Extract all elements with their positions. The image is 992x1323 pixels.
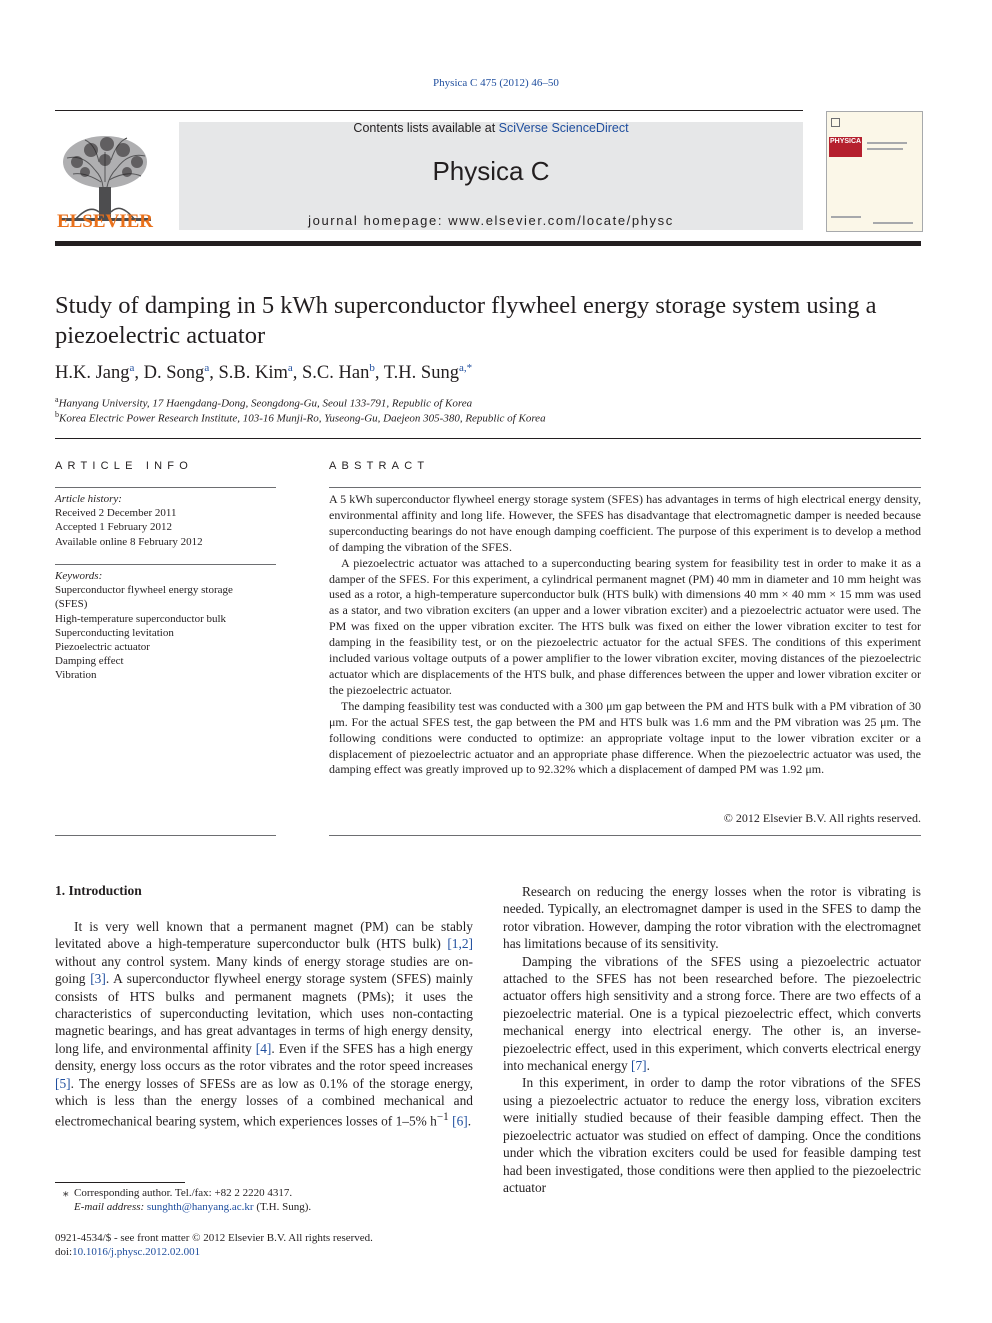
corresponding-author-footnote <box>55 1186 473 1215</box>
sciencedirect-link[interactable]: SciVerse ScienceDirect <box>498 121 629 135</box>
email-line <box>55 1200 473 1214</box>
author-name[interactable]: H.K. Jang <box>55 363 130 384</box>
journal-reference[interactable]: Physica C 475 (2012) 46–50 <box>433 77 559 89</box>
history-label: Article history: <box>55 493 122 505</box>
author-affil-mark[interactable]: a <box>204 362 210 374</box>
cover-line <box>867 142 907 144</box>
contents-line <box>179 121 803 135</box>
affiliation-mark: b <box>55 410 59 419</box>
cover-line <box>873 222 913 224</box>
issn-line: 0921-4534/$ - see front matter © 2012 Elsevier B.V. All rights reserved. <box>55 1232 373 1244</box>
cover-line <box>867 148 903 150</box>
text-run: Damping the vibrations of the SFES using a piezoelectric actuator attached to the SFES has not been researched before. The piezoelectric actuator offers high sensitivity and a strong force. There are two effects of a piezoelectric material. One is a typical piezoelectric effect, which converts mechanical energy into electrical energy. The other is, an inverse-piezoelectric effect, used in this experiment, which converts electrical energy into mechanical energy <box>503 953 921 1074</box>
author-name[interactable]: T.H. Sung <box>383 363 459 384</box>
accepted-date: Accepted 1 February 2012 <box>55 521 172 534</box>
corresponding-line <box>55 1186 473 1200</box>
title-block-rule <box>55 438 921 439</box>
author-affil-mark[interactable]: a,* <box>458 362 473 374</box>
citation-link[interactable]: [1,2] <box>447 936 473 952</box>
section-title-introduction: 1. Introduction <box>55 883 142 898</box>
body-paragraph: Damping the vibrations of the SFES using a piezoelectric actuator attached to the SFES has not been researched before. The piezoelectric actuator offers high sensitivity and a strong force. There are two effects of a piezoelectric material. One is a typical piezoelectric effect, which converts mechanical energy into electrical energy. The other is, an inverse-piezoelectric effect, used in this experiment, which converts electrical energy into mechanical energy [7]. <box>503 953 921 1074</box>
author-affil-mark[interactable]: a <box>129 362 135 374</box>
contents-prefix: Contents lists available at <box>353 121 499 135</box>
citation-link[interactable]: [7] <box>631 1058 647 1074</box>
affiliation-text: Korea Electric Power Research Institute, 103-16 Munji-Ro, Yuseong-Gu, Daejeon 305-380, Republic of Korea <box>59 412 546 425</box>
doi-line <box>55 1245 200 1259</box>
keywords-rule <box>55 564 276 565</box>
author-name[interactable]: S.B. Kim <box>218 363 288 384</box>
text-run: without any control system. Many kinds of energy storage studies are on-going <box>55 953 473 987</box>
keyword: Superconductor flywheel energy storage <box>55 584 233 597</box>
affiliation-b <box>55 410 546 425</box>
cover-line <box>831 216 861 218</box>
body-paragraph: In this experiment, in order to damp the rotor vibrations of the SFES using a piezoelectric actuator to reduce the energy loss, vibration exciters were initially studied because of their feasible damping effect. Then the piezoelectric actuator was studied on effect of damping. Once the conditions under which the vibration exciters could be used for feasible damping test had been investigated, those conditions were then applied to the piezoelectric actuator <box>503 1075 921 1195</box>
abstract-paragraph: A piezoelectric actuator was attached to a superconducting bearing system for feasibility test in order to make it as a damper of the SFES. For this experiment, a cylindrical permanent magnet (PM) 40 mm in diameter and 10 mm height was used as a rotor, a high-temperature superconductor bulk (HTS bulk) with dimensions 40 mm × 40 mm × 15 mm was used as a stator, and two vibration exciters (an upper and a lower vibration exciter) and a piezoelectric actuator were used. The PM was fixed on the upper vibration exciter. The HTS bulk was fixed on either the lower vibration exciter to test for damping in the feasibility test, or on the piezoelectric actuator for the actual SFES. The conditions of this experiment included various voltage outputs of a power amplifier to the lower vibration exciter, moving distances of the piezoelectric actuator which are displacements of the HTS bulk, and phase differences between the upper and lower vibration exciter or the piezoelectric actuator. <box>329 555 921 697</box>
article-history <box>55 492 276 549</box>
homepage-url[interactable]: www.elsevier.com/locate/physc <box>448 213 674 228</box>
affiliation-a <box>55 395 472 410</box>
abstract-text <box>329 492 921 778</box>
author-affil-mark[interactable]: a <box>287 362 293 374</box>
affiliation-text: Hanyang University, 17 Haengdang-Dong, Seongdong-Gu, Seoul 133-791, Republic of Korea <box>58 397 473 410</box>
keyword: (SFES) <box>55 598 88 611</box>
citation-link[interactable]: [4] <box>255 1040 272 1056</box>
abstract-copyright: © 2012 Elsevier B.V. All rights reserved. <box>723 811 921 825</box>
footnote-rule <box>55 1182 185 1183</box>
journal-name: Physica C <box>432 156 550 186</box>
body-paragraph: Research on reducing the energy losses when the rotor is vibrating is needed. Typically, an electromagnet damper is used in the SFES to damp the rotor vibration. However, damping the rotor vibration with the electromagnet has limitations because of its sensitivity. <box>503 884 921 952</box>
abstract-paragraph: A 5 kWh superconductor flywheel energy storage system (SFES) has advantages in terms of high electrical energy density, environmental affinity and long life. However, the SFES has disadvantage that electromagnetic damper is needed because superconducting bearings do not have enough damping coefficient. The purpose of this experiment is to develop a method of damping the vibration of the SFES. <box>329 492 921 554</box>
text-run: . Even if the SFES has a high energy density, energy loss occurs as the rotor vibrates and the rotor speed increases <box>55 1040 473 1074</box>
email-link[interactable]: sunghth@hanyang.ac.kr <box>146 1201 254 1214</box>
homepage-prefix: journal homepage: <box>308 213 449 228</box>
text-run: . A superconductor flywheel energy storage system (SFES) mainly consists of HTS bulks and permanent magnets (PMs); it uses the characteristics of superconducting levitation, which uses non-contacting magnetic bearings, and has great advantages in terms of high energy density, long life, and environmental affinity <box>55 971 473 1056</box>
body-paragraph: It is very well known that a permanent magnet (PM) can be stably levitated above a high-temperature superconductor bulk (HTS bulk) [1,2] without any control system. Many kinds of energy storage studies are on-going [3]. A superconductor flywheel energy storage system (SFES) mainly consists of HTS bulks and permanent magnets (PMs); it uses the characteristics of superconducting levitation, which uses non-contacting magnetic bearings, and has great advantages in terms of high energy density, long life, and environmental affinity [4]. Even if the SFES has a high energy density, energy loss occurs as the rotor vibrates and the rotor speed increases [5]. The energy losses of SFESs are as low as 0.1% of the storage energy, which is less than the energy losses of a combined mechanical and electromechanical bearing system, which experiences losses of 1–5% $h^{-1}$ [6]. <box>55 919 473 1129</box>
doi-label: doi: <box>55 1246 73 1258</box>
keywords-block <box>55 569 276 683</box>
email-label: E-mail address: <box>74 1201 147 1214</box>
elsevier-wordmark: ELSEVIER <box>56 211 154 232</box>
footnote-mark: ⁎ <box>63 1187 69 1199</box>
keyword: Damping effect <box>55 655 124 668</box>
body-left-column <box>55 918 473 1130</box>
abstract-paragraph: The damping feasibility test was conducted with a 300 μm gap between the PM and HTS bulk with a PM vibration of 30 μm. For the actual SFES test, the gap between the PM and HTS bulk was 1.6 mm and the PM vibration was 25 μm. The following conditions were conducted to optimize: an appropriate voltage input to the lower vibration exciter or a displacement of piezoelectric actuator and an appropriate phase difference. When the piezoelectric actuator was used, the damping effect was greatly improved up to 92.32% which a displacement of damped PM was 1.92 μm. <box>329 698 921 777</box>
online-date: Available online 8 February 2012 <box>55 535 203 548</box>
keywords-label: Keywords: <box>55 570 103 582</box>
keyword: Superconducting levitation <box>55 626 174 639</box>
citation-link[interactable]: [3] <box>90 971 106 987</box>
author-list: H.K. Jang$^a$, D. Song$^a$, S.B. Kim$^a$, S.C. Han$^b$, T.H. Sung$^{a,*}$ <box>55 362 473 384</box>
keyword: Piezoelectric actuator <box>55 641 150 654</box>
doi-link[interactable]: 10.1016/j.physc.2012.02.001 <box>72 1246 201 1258</box>
corresponding-text: Corresponding author. Tel./fax: +82 2 2220 4317. <box>74 1187 293 1199</box>
author-affil-mark[interactable]: b <box>369 362 375 374</box>
affiliation-mark: a <box>55 395 59 404</box>
journal-homepage <box>179 213 803 228</box>
journal-cover-thumbnail[interactable] <box>826 111 923 232</box>
keyword: High-temperature superconductor bulk <box>55 612 227 625</box>
superscript: −1 <box>436 1111 449 1124</box>
body-right-column <box>503 883 921 1196</box>
abstract-rule <box>329 487 921 488</box>
email-suffix: (T.H. Sung). <box>253 1201 312 1214</box>
header-thick-rule <box>55 241 921 246</box>
received-date: Received 2 December 2011 <box>55 507 177 520</box>
abstract-heading: ABSTRACT <box>329 460 430 472</box>
article-info-rule <box>55 487 276 488</box>
header-rule <box>55 110 803 111</box>
author-name[interactable]: S.C. Han <box>302 363 370 384</box>
article-info-heading: ARTICLE INFO <box>55 460 193 472</box>
text-run: It is very well known that a permanent magnet (PM) can be stably levitated above a high-temperature superconductor bulk (HTS bulk) <box>55 919 473 952</box>
abstract-bottom-rule <box>329 835 921 836</box>
cover-mark <box>831 118 840 127</box>
citation-link[interactable]: [6] <box>452 1113 468 1129</box>
citation-link[interactable]: [5] <box>55 1075 71 1091</box>
article-info-bottom-rule <box>55 835 276 836</box>
author-name[interactable]: D. Song <box>143 363 205 384</box>
cover-title: PHYSICA <box>830 138 862 145</box>
text-run: . The energy losses of SFESs are as low as 0.1% of the storage energy, which is less than the energy losses of a combined mechanical and electromechanical bearing system, which experiences losses of 1–5% h <box>55 1075 473 1129</box>
article-title: Study of damping in 5 kWh superconductor flywheel energy storage system using a piezoelectric actuator <box>55 292 877 349</box>
keyword: Vibration <box>55 669 97 682</box>
